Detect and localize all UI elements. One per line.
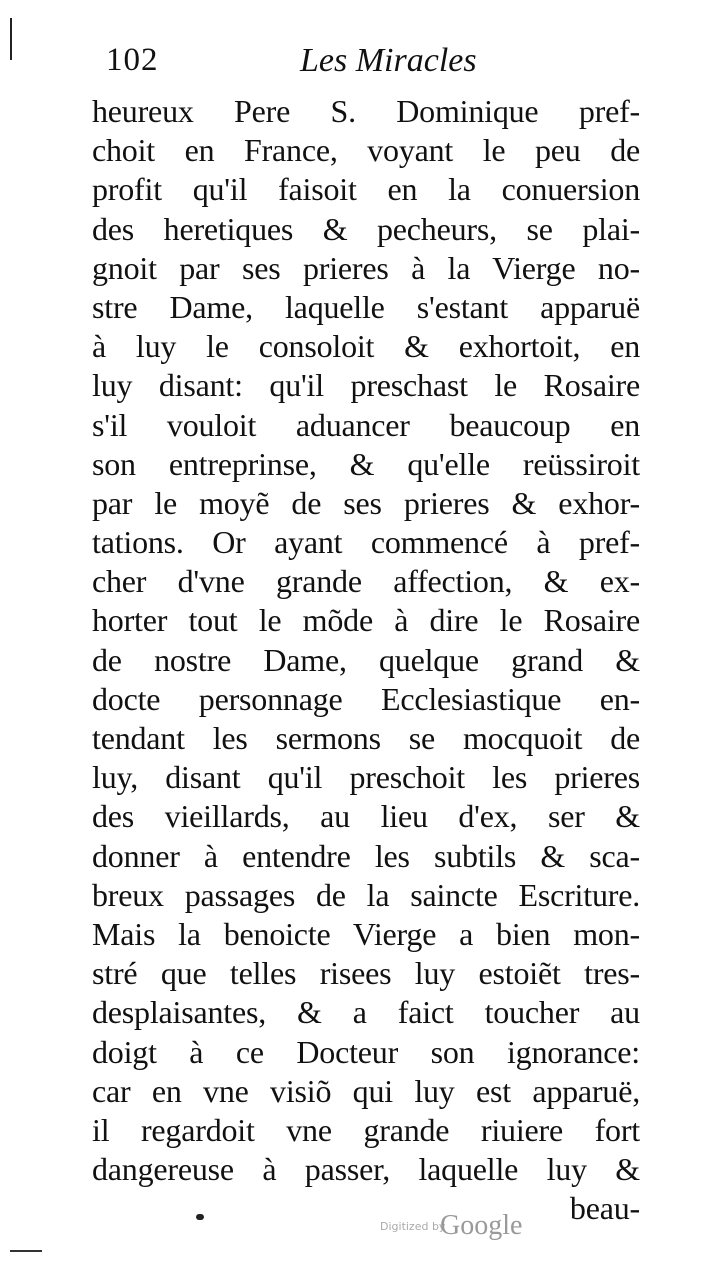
text-line: il regardoit vne grande riuiere fort (92, 1111, 640, 1148)
text-line: son entreprinse, & qu'elle reüssiroit (92, 445, 640, 482)
digitized-label: Digitized by (380, 1220, 446, 1233)
text-line: profit qu'il faisoit en la conuersion (92, 171, 640, 208)
text-line: par le moyẽ de ses prieres & exhor- (92, 484, 640, 521)
text-line: à luy le consoloit & exhortoit, en (92, 328, 640, 365)
running-title: Les Miracles (300, 42, 477, 79)
text-line: stre Dame, laquelle s'estant apparuë (92, 288, 640, 325)
catchword: beau- (569, 1190, 640, 1227)
text-line: horter tout le mõde à dire le Rosaire (92, 602, 640, 639)
text-line: docte personnage Ecclesiastique en- (92, 680, 640, 717)
text-line: tendant les sermons se mocquoit de (92, 720, 640, 756)
text-line: Mais la benoicte Vierge a bien mon- (92, 915, 640, 952)
margin-mark (10, 18, 12, 60)
text-line: dangereuse à passer, laquelle luy & (92, 1151, 640, 1188)
ink-smudge (196, 1214, 204, 1220)
text-line: luy, disant qu'il preschoit les prieres (92, 759, 640, 796)
text-line: car en vne visiõ qui luy est apparuë, (92, 1072, 640, 1109)
margin-rule (10, 1250, 42, 1252)
text-line: heureux Pere S. Dominique pref- (92, 93, 640, 129)
text-line: des heretiques & pecheurs, se plai- (92, 210, 640, 247)
text-line: luy disant: qu'il preschast le Rosaire (92, 367, 640, 404)
text-line: stré que telles risees luy estoiẽt tres- (92, 955, 640, 992)
text-line: s'il vouloit aduancer beaucoup en (92, 406, 640, 443)
google-logo: Google (440, 1210, 523, 1241)
digitization-watermark (380, 1210, 640, 1246)
text-line: choit en France, voyant le peu de (92, 132, 640, 169)
page-header (100, 42, 640, 86)
text-line: doigt à ce Docteur son ignorance: (92, 1033, 640, 1070)
text-line: desplaisantes, & a faict toucher au (92, 994, 640, 1031)
text-line: cher d'vne grande affection, & ex- (92, 563, 640, 600)
text-line: des vieillards, au lieu d'ex, ser & (92, 798, 640, 835)
page-number: 102 (106, 42, 159, 78)
body-text (92, 92, 640, 1228)
text-line: de nostre Dame, quelque grand & (92, 641, 640, 678)
text-line: tations. Or ayant commencé à pref- (92, 524, 640, 561)
text-line: gnoit par ses prieres à la Vierge no- (92, 249, 640, 286)
text-line: breux passages de la saincte Escriture. (92, 876, 640, 913)
text-line: donner à entendre les subtils & sca- (92, 837, 640, 874)
